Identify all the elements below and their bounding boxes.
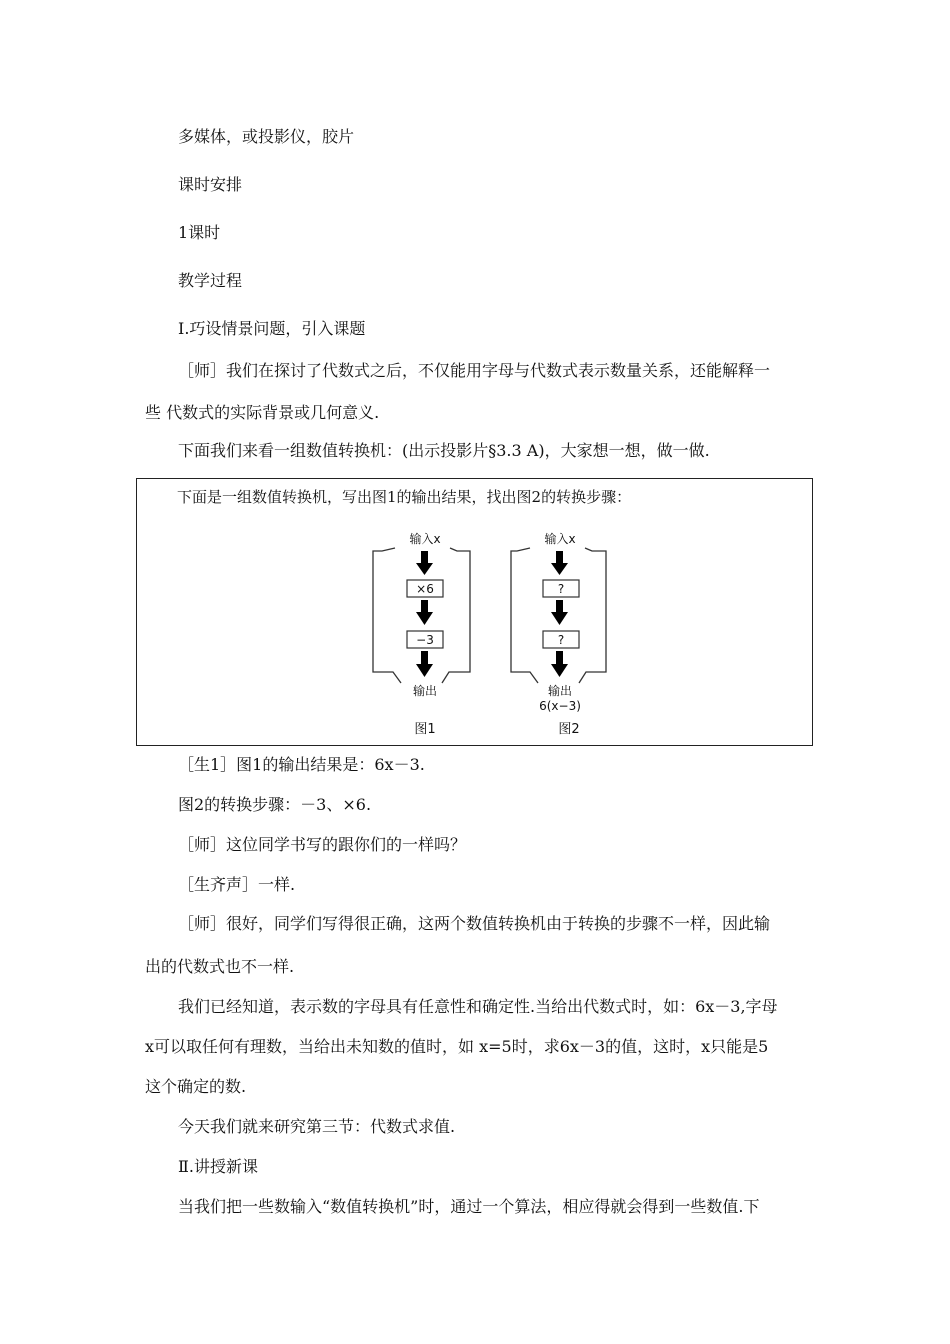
text-line-9: ［生1］图1的输出结果是：6x－3.: [178, 755, 425, 774]
machine-1-input: 输入x: [409, 532, 441, 546]
machine-2-input: 输入x: [544, 532, 576, 546]
arrow-down-icon: [416, 651, 433, 677]
text-line-1: 多媒体，或投影仪，胶片: [178, 127, 355, 146]
text-line-17: 这个确定的数.: [145, 1077, 247, 1096]
text-line-2: 课时安排: [178, 175, 243, 194]
arrow-down-icon: [416, 600, 433, 625]
machine-2-result: 6(x−3): [539, 699, 581, 713]
section-heading-1: Ⅰ.巧设情景问题，引入课题: [178, 319, 366, 338]
figure-1-label: 图1: [414, 722, 436, 737]
arrow-down-icon: [551, 651, 568, 677]
text-line-18: 今天我们就来研究第三节：代数式求值.: [178, 1117, 456, 1136]
machine-2-step-1: ?: [557, 582, 565, 596]
machine-2-output: 输出: [547, 684, 573, 698]
text-line-3: 1课时: [178, 223, 221, 242]
text-line-7: 些 代数式的实际背景或几何意义.: [145, 403, 380, 422]
machine-1-step-2: −3: [416, 633, 434, 647]
machine-2-step-2: ?: [557, 633, 565, 647]
figure-2-label: 图2: [558, 722, 580, 737]
text-line-16: x可以取任何有理数，当给出未知数的值时，如 x=5时，求6x－3的值，这时，x只能是5: [145, 1037, 769, 1056]
machine-1-step-1: ×6: [416, 582, 434, 596]
arrow-down-icon: [551, 551, 568, 575]
text-line-8: 下面我们来看一组数值转换机：(出示投影片§3.3 A)，大家想一想，做一做.: [178, 441, 710, 460]
machine-1-output: 输出: [412, 684, 438, 698]
arrow-down-icon: [416, 551, 433, 575]
figure-box: [136, 478, 813, 746]
arrow-down-icon: [551, 600, 568, 625]
text-line-6: ［师］我们在探讨了代数式之后，不仅能用字母与代数式表示数量关系，还能解释一: [178, 361, 771, 380]
text-line-15: 我们已经知道，表示数的字母具有任意性和确定性.当给出代数式时，如：6x－3,字母: [178, 997, 778, 1016]
text-line-20: 当我们把一些数输入“数值转换机”时，通过一个算法，相应得就会得到一些数值.下: [178, 1197, 760, 1216]
figure-caption: 下面是一组数值转换机，写出图1的输出结果，找出图2的转换步骤：: [177, 488, 632, 506]
converter-diagram: [137, 479, 812, 745]
text-line-11: ［师］这位同学书写的跟你们的一样吗？: [178, 835, 467, 854]
text-line-4: 教学过程: [178, 271, 243, 290]
text-line-10: 图2的转换步骤：－3、×6.: [178, 795, 372, 814]
text-line-14: 出的代数式也不一样.: [145, 957, 295, 976]
text-line-12: ［生齐声］一样.: [178, 875, 296, 894]
section-heading-2: Ⅱ.讲授新课: [178, 1157, 258, 1176]
text-line-13: ［师］很好，同学们写得很正确，这两个数值转换机由于转换的步骤不一样，因此输: [178, 914, 771, 933]
